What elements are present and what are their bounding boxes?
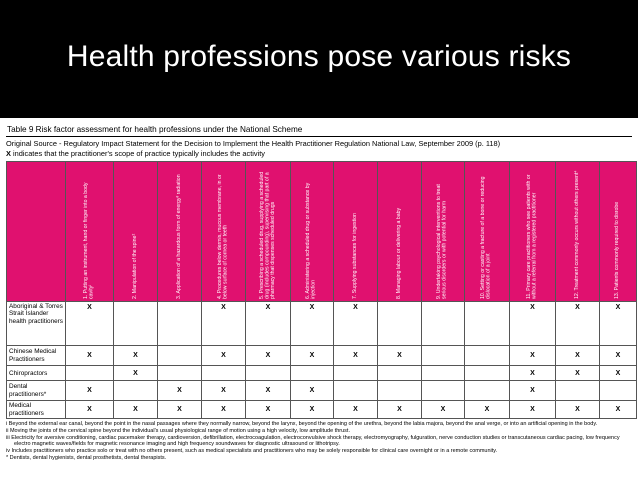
table-cell xyxy=(246,366,291,381)
table-cell xyxy=(465,366,510,381)
table-cell xyxy=(66,366,114,381)
column-header-1 xyxy=(66,162,114,302)
table-cell: X xyxy=(66,346,114,366)
table-cell: X xyxy=(378,346,422,366)
table-row xyxy=(7,366,637,381)
table-cell: X xyxy=(422,401,465,419)
table-cell xyxy=(158,346,202,366)
table-row xyxy=(7,381,637,401)
table-cell: X xyxy=(510,302,556,346)
table-cell xyxy=(378,381,422,401)
slide-title: Health professions pose various risks xyxy=(66,40,572,73)
column-header-label: 9. Undertaking psychological interventions to treat serious disorders or with potential for harm xyxy=(436,184,448,300)
column-header-8 xyxy=(378,162,422,302)
table-cell: X xyxy=(66,302,114,346)
slide-title-bar xyxy=(0,0,638,118)
column-header-label: 11. Primary care practitioners who see patients with or without a referral from a registered practitioner xyxy=(525,174,538,300)
table-cell: X xyxy=(114,366,158,381)
table-cell: X xyxy=(291,346,334,366)
document-image xyxy=(0,118,638,478)
column-header-3 xyxy=(158,162,202,302)
table-cell: X xyxy=(556,401,600,419)
table-cell xyxy=(202,366,246,381)
row-label: Dental practitioners* xyxy=(7,381,66,401)
column-header-label: 8. Managing labour or delivering a baby xyxy=(395,208,402,300)
table-row xyxy=(7,302,637,346)
table-cell xyxy=(422,302,465,346)
column-header-6 xyxy=(291,162,334,302)
table-cell: X xyxy=(202,401,246,419)
footnote: * Dentists, dental hygienists, dental prosthetists, dental therapists. xyxy=(6,454,167,461)
table-cell: X xyxy=(114,401,158,419)
table-cell xyxy=(114,381,158,401)
column-header-label: 5. Prescribing a scheduled drug, supplying a scheduled drug (includes compounding), supervising that part of a pharmacy that dispenses scheduled drugs xyxy=(258,172,276,300)
row-label: Chiropractors xyxy=(7,366,66,381)
table-cell xyxy=(422,366,465,381)
table-cell: X xyxy=(510,381,556,401)
table-cell: X xyxy=(246,401,291,419)
column-header-label: 13. Patients commonly required to disrobe xyxy=(614,202,621,300)
column-header-7 xyxy=(334,162,378,302)
table-cell: X xyxy=(202,346,246,366)
column-header-label: 6. Administering a scheduled drug or substance by injection xyxy=(305,182,317,300)
table-row xyxy=(7,401,637,419)
table-cell: X xyxy=(334,401,378,419)
table-cell xyxy=(422,381,465,401)
table-cell: X xyxy=(291,401,334,419)
column-header-label: 3. Application of a hazardous form of energy³ radiation xyxy=(175,174,182,300)
table-cell: X xyxy=(600,401,637,419)
table-cell: X xyxy=(334,302,378,346)
column-header-label: 10. Setting or casting a fracture of a bone or reducing dislocation of a joint xyxy=(480,176,492,300)
column-header-5 xyxy=(246,162,291,302)
table-cell xyxy=(422,346,465,366)
column-header-label: 1. Putting an instrument, hand or finger into a body cavityⁱ xyxy=(82,182,95,300)
x-legend xyxy=(6,149,632,159)
table-cell: X xyxy=(556,302,600,346)
table-header-row xyxy=(7,162,637,302)
table-cell xyxy=(378,302,422,346)
table-cell xyxy=(291,366,334,381)
row-label: Chinese Medical Practitioners xyxy=(7,346,66,366)
table-cell xyxy=(378,366,422,381)
table-cell: X xyxy=(378,401,422,419)
table-cell: X xyxy=(510,346,556,366)
table-cell xyxy=(114,302,158,346)
table-cell: X xyxy=(465,401,510,419)
table-cell: X xyxy=(600,346,637,366)
table-cell xyxy=(465,302,510,346)
column-header-label: 4. Procedures below dermis, mucous membrane, in or below surface of cornea or teeth xyxy=(216,174,229,300)
table-cell xyxy=(465,381,510,401)
table-cell: X xyxy=(158,381,202,401)
table-cell: X xyxy=(246,346,291,366)
table-cell xyxy=(465,346,510,366)
table-cell: X xyxy=(291,381,334,401)
table-cell: X xyxy=(556,346,600,366)
table-cell: X xyxy=(334,346,378,366)
column-header-12 xyxy=(556,162,600,302)
column-header-11 xyxy=(510,162,556,302)
table-cell: X xyxy=(66,401,114,419)
row-label: Medical practitioners xyxy=(7,401,66,419)
column-header-4 xyxy=(202,162,246,302)
column-header-9 xyxy=(422,162,465,302)
table-row xyxy=(7,346,637,366)
footnotes xyxy=(6,421,632,461)
table-cell: X xyxy=(246,302,291,346)
risk-table xyxy=(6,161,637,419)
table-cell: X xyxy=(158,401,202,419)
table-body xyxy=(7,302,637,419)
table-cell xyxy=(334,366,378,381)
footnote: i Beyond the external ear canal, beyond the point in the nasal passages where they normally narrow, beyond the larynx, beyond the opening of the urethra, beyond the labia majora, beyond the anal verge, or into an artificial opening in the body. xyxy=(6,421,598,428)
table-cell xyxy=(158,302,202,346)
table-cell: X xyxy=(600,366,637,381)
row-label: Aboriginal & Torres Strait Islander health practitioners xyxy=(7,302,66,346)
column-header-2 xyxy=(114,162,158,302)
table-cell xyxy=(334,381,378,401)
column-header-label: 7. Supplying substances for ingestion xyxy=(351,213,358,300)
table-cell: X xyxy=(202,381,246,401)
footnote: ii Moving the joints of the cervical spine beyond the individual's usual physiological range of motion using a high velocity, low amplitude thrust. xyxy=(6,427,350,434)
table-cell: X xyxy=(202,302,246,346)
x-legend-mark: X xyxy=(6,148,11,158)
column-header-13 xyxy=(600,162,637,302)
table-cell: X xyxy=(66,381,114,401)
table-cell: X xyxy=(600,302,637,346)
table-cell: X xyxy=(246,381,291,401)
table-cell: X xyxy=(510,366,556,381)
x-legend-text: indicates that the practitioner's scope of practice typically includes the activity xyxy=(10,148,265,158)
header-corner-cell xyxy=(7,162,66,302)
table-cell xyxy=(158,366,202,381)
table-cell: X xyxy=(291,302,334,346)
table-cell xyxy=(600,381,637,401)
column-header-label: 2. Manipulation of the spine² xyxy=(131,234,138,300)
source-note: Original Source - Regulatory Impact Statement for the Decision to Implement the Health Practitioner Regulation National Law, September 2009 (p. 118) xyxy=(6,139,501,148)
footnote: iv Includes practitioners who practice solo or treat with no others present, such as medical specialists and practitioners who may be solely responsible for clinical care overnight or in a remote community. xyxy=(6,448,498,454)
table-title: Table 9 Risk factor assessment for health professions under the National Scheme xyxy=(7,125,303,134)
table-cell xyxy=(556,381,600,401)
column-header-10 xyxy=(465,162,510,302)
table-cell: X xyxy=(556,366,600,381)
column-header-label: 12. Treatment commonly occurs without others present⁴ xyxy=(573,170,580,300)
table-cell: X xyxy=(114,346,158,366)
table-cell: X xyxy=(510,401,556,419)
footnote: iii Electricity for aversive conditioning, cardiac pacemaker therapy, cardioversion, defibrillation, electrocoagulation, electroconvulsive shock therapy, electromyography, fulguration, nerve conduction studies or transcutaneous cardiac pacing, low frequency electro magnetic waves/fields for magnetic resonance imaging and high frequency soundwaves for diagnostic ultrasound or lithotripsy. xyxy=(6,434,620,448)
divider xyxy=(6,136,632,137)
